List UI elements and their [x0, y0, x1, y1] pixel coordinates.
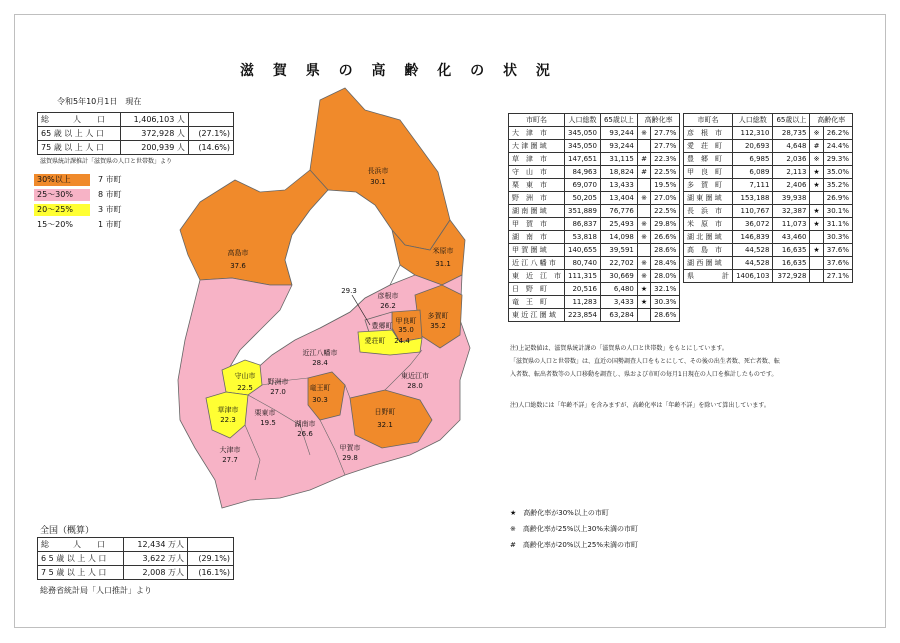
label-koura: 甲良町	[395, 317, 417, 325]
table-row: 東 近 江 圏 域 223,854 63,284 28.6%	[509, 309, 680, 322]
value-koura: 35.0	[398, 326, 414, 334]
value-hino: 32.1	[377, 421, 393, 429]
value-moriyama: 22.5	[237, 384, 253, 392]
legend-item: 20～25% 3 市町	[34, 202, 122, 217]
table-row: 県 計 1406,103 372,928 27.1%	[684, 270, 853, 283]
table-row: 野 洲 市 50,205 13,404 ※ 27.0%	[509, 192, 680, 205]
national-source: 総務省統計局「人口推計」より	[40, 586, 152, 595]
table-row: 栗 東 市 69,070 13,433 19.5%	[509, 179, 680, 192]
national-title: 全国（概算）	[40, 526, 95, 536]
table-row: 愛 荘 町 20,693 4,648 # 24.4%	[684, 140, 853, 153]
label-toyosato: 豊郷町	[371, 322, 393, 330]
table-row: 総 人 口 1,406,103 人	[38, 113, 234, 127]
value-kusatsu: 22.3	[220, 416, 236, 424]
label-aisho: 愛荘町	[364, 337, 386, 345]
table-row: 甲 良 町 6,089 2,113 ★ 35.0%	[684, 166, 853, 179]
value-ryuo: 30.3	[312, 396, 328, 404]
table-row: 彦 根 市 112,310 28,735 ※ 26.2%	[684, 127, 853, 140]
page-title: 滋 賀 県 の 高 齢 化 の 状 況	[240, 63, 557, 79]
legend-item: 25～30% 8 市町	[34, 187, 122, 202]
table-row: 6 5 歳 以 上 人 口 3,622 万人 (29.1%)	[38, 552, 234, 566]
table-row: 湖 東 圏 域 153,188 39,938 26.9%	[684, 192, 853, 205]
value-ritto: 19.5	[260, 419, 276, 427]
value-takashima: 37.6	[230, 262, 246, 270]
value-yasu: 27.0	[270, 388, 286, 396]
value-higashiomi: 28.0	[407, 382, 423, 390]
map-legend	[34, 172, 122, 232]
table-row: 75 歳 以 上 人 口 200,939 人 (14.6%)	[38, 141, 234, 155]
table-row: 豊 郷 町 6,985 2,036 ※ 29.3%	[684, 153, 853, 166]
label-higashiomi: 東近江市	[401, 372, 429, 380]
national-population-table	[37, 537, 234, 580]
table-row: 大 津 圏 域 345,050 93,244 27.7%	[509, 140, 680, 153]
municipality-table-right	[683, 113, 853, 283]
value-hikone: 26.2	[380, 302, 396, 310]
label-ritto: 栗東市	[254, 409, 276, 417]
value-taga: 35.2	[430, 322, 446, 330]
shiga-map	[160, 80, 500, 520]
table-row: 東 近 江 市 111,315 30,669 ※ 28.0%	[509, 270, 680, 283]
table-row: 7 5 歳 以 上 人 口 2,008 万人 (16.1%)	[38, 566, 234, 580]
value-konan: 26.6	[297, 430, 313, 438]
mark-legend: ★ 高齢化率が30%以上の市町 ※ 高齢化率が25%以上30%未満の市町 # 高齢化率が20%以上25%未満の市町	[510, 509, 638, 549]
label-hikone: 彦根市	[377, 292, 399, 300]
table-row: 湖 南 市 53,818 14,098 ※ 26.6%	[509, 231, 680, 244]
label-koka: 甲賀市	[339, 444, 361, 452]
table-row: 65 歳 以 上 人 口 372,928 人 (27.1%)	[38, 127, 234, 141]
table-row: 日 野 町 20,516 6,480 ★ 32.1%	[509, 283, 680, 296]
label-taga: 多賀町	[427, 312, 449, 320]
table-row: 総 人 口 12,434 万人	[38, 538, 234, 552]
value-aisho: 24.4	[394, 337, 410, 345]
municipality-table-left	[508, 113, 680, 322]
label-hino: 日野町	[374, 408, 396, 416]
value-koka: 29.8	[342, 454, 358, 462]
table-row: 湖 西 圏 域 44,528 16,635 37.6%	[684, 257, 853, 270]
table-header: 市町名 人口総数 65歳以上 高齢化率	[684, 114, 853, 127]
table-row: 長 浜 市 110,767 32,387 ★ 30.1%	[684, 205, 853, 218]
value-maibara: 31.1	[435, 260, 451, 268]
table-row: 高 島 市 44,528 16,635 ★ 37.6%	[684, 244, 853, 257]
reference-date: 令和5年10月1日 現在	[57, 97, 142, 106]
value-nagahama: 30.1	[370, 178, 386, 186]
legend-item: 30%以上 7 市町	[34, 172, 122, 187]
table-row: 近 江 八 幡 市 80,740 22,702 ※ 28.4%	[509, 257, 680, 270]
legend-item: 15～20% 1 市町	[34, 217, 122, 232]
table-header: 市町名 人口総数 65歳以上 高齢化率	[509, 114, 680, 127]
label-omihachiman: 近江八幡市	[302, 349, 338, 357]
label-yasu: 野洲市	[267, 378, 289, 386]
label-konan: 湖南市	[294, 420, 316, 428]
table-row: 甲 賀 圏 域 140,655 39,591 28.6%	[509, 244, 680, 257]
label-nagahama: 長浜市	[367, 167, 389, 175]
table-row: 竜 王 町 11,283 3,433 ★ 30.3%	[509, 296, 680, 309]
label-kusatsu: 草津市	[217, 406, 239, 414]
value-toyosato: 29.3	[341, 287, 357, 295]
table-row: 湖 南 圏 域 351,889 76,776 22.5%	[509, 205, 680, 218]
prefecture-source: 滋賀県統計課推計「滋賀県の人口と世帯数」より	[40, 158, 173, 165]
table-row: 湖 北 圏 域 146,839 43,460 30.3%	[684, 231, 853, 244]
label-maibara: 米原市	[432, 247, 454, 255]
table-row: 多 賀 町 7,111 2,406 ★ 35.2%	[684, 179, 853, 192]
label-ryuo: 竜王町	[309, 384, 331, 392]
label-takashima: 高島市	[227, 249, 249, 257]
table-row: 甲 賀 市 86,837 25,493 ※ 29.8%	[509, 218, 680, 231]
notes: 注)上記数値は、滋賀県統計課の「滋賀県の人口と世帯数」をもとにしています。 「滋賀県の人口と世帯数」は、直近の国勢調査人口をもとにして、その後の出生者数、死亡者数、転 入者数、転出者数等の人口移動を調査し、県および市町の毎月1日現在の人口を推計したものです。 注)人口総数には「年齢不詳」を含みますが、高齢化率は「年齢不詳」を除いて算出しています。	[510, 345, 780, 409]
label-moriyama: 守山市	[234, 372, 256, 380]
label-otsu: 大津市	[219, 446, 241, 454]
table-row: 草 津 市 147,651 31,115 # 22.3%	[509, 153, 680, 166]
table-row: 守 山 市 84,963 18,824 # 22.5%	[509, 166, 680, 179]
value-otsu: 27.7	[222, 456, 238, 464]
table-row: 米 原 市 36,072 11,073 ★ 31.1%	[684, 218, 853, 231]
table-row: 大 津 市 345,050 93,244 ※ 27.7%	[509, 127, 680, 140]
value-omihachiman: 28.4	[312, 359, 328, 367]
